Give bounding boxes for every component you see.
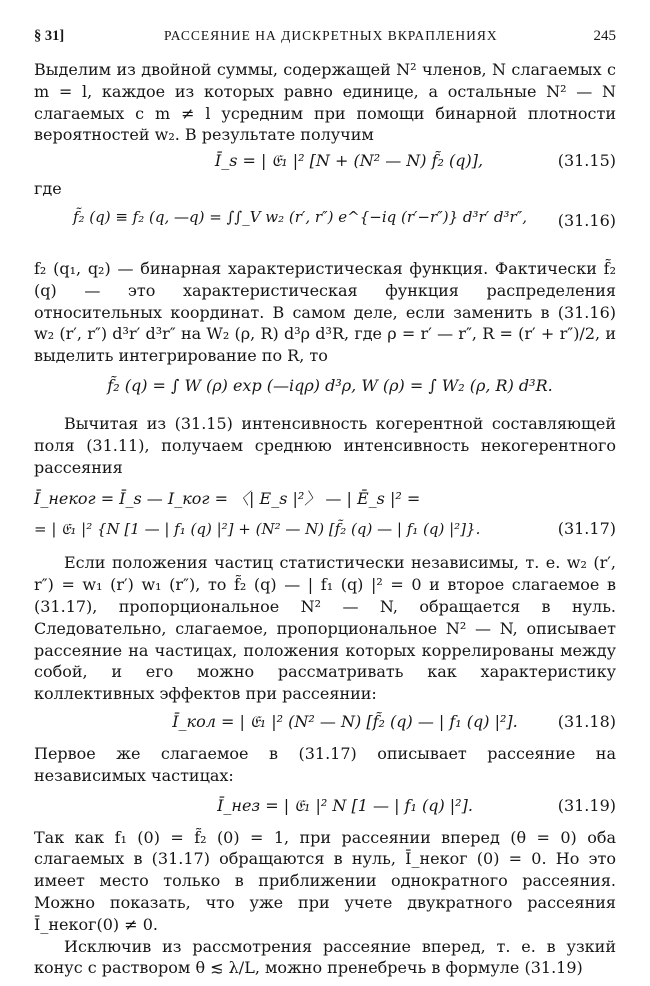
equation-number: (31.15)	[557, 151, 616, 171]
equation-body: f̃₂ (q) ≡ f₂ (q, —q) = ∫∫_V w₂ (r′, r″) e^{−iq (r′−r″)} d³r′ d³r″,	[72, 207, 528, 226]
equation-number: (31.18)	[557, 711, 616, 731]
equation-31-17-line-2	[34, 518, 616, 540]
equation-number: (31.19)	[557, 795, 616, 815]
equation-31-16	[34, 202, 616, 252]
equation-body: Ī_s = | 𝔈₁ |² [N + (N² — N) f̃₂ (q)],	[214, 151, 484, 171]
equation-31-19	[34, 795, 616, 817]
equation-31-15	[34, 150, 616, 172]
paragraph-2: f₂ (q₁, q₂) — бинарная характеристическая функция. Фактически f̃₂ (q) — это характеристическая функция распределения относительных координат. В самом деле, если заменить в (31.16) w₂ (r′, r″) d³r′ d³r″ на W₂ (ρ, R) d³ρ d³R, где ρ = r′ — r″, R = (r′ + r″)/2, и выделить интегрирование по R, то	[34, 258, 616, 366]
paragraph-4: Если положения частиц статистически независимы, т. е. w₂ (r′, r″) = w₁ (r′) w₁ (r″), то f̃₂ (q) — | f₁ (q) |² = 0 и второе слагаемое в (31.17), пропорциональное N² — N, обращается в нуль. Следовательно, слагаемое, пропорциональное N² — N, описывает рассеяние на частицах, положения которых коррелированы между собой, и его можно рассматривать как характеристику коллективных эффектов при рассеянии:	[34, 553, 616, 704]
equation-unnumbered	[34, 375, 616, 405]
running-title: РАССЕЯНИЕ НА ДИСКРЕТНЫХ ВКРАПЛЕНИЯХ	[164, 28, 498, 43]
paragraph-1: Выделим из двойной суммы, содержащей N² членов, N слагаемых с m = l, каждое из которых равно единице, а остальные N² — N слагаемых с m ≠ l усредним при помощи бинарной плотности вероятностей w₂. В результате получим	[34, 60, 616, 145]
paragraph-7: Исключив из рассмотрения рассеяние вперед, т. е. в узкий конус с раствором θ ≲ λ/L, можно пренебречь в формуле (31.19)	[34, 936, 616, 978]
equation-31-18	[34, 711, 616, 733]
equation-body: f̃₂ (q) = ∫ W (ρ) exp (—iqρ) d³ρ, W (ρ) = ∫ W₂ (ρ, R) d³R.	[107, 375, 553, 395]
running-header	[34, 28, 616, 50]
equation-body: Ī_неког = Ī_s — I_ког = 〈| E_s |²〉 — | Ē_s |² =	[34, 489, 421, 509]
equation-body: Ī_нез = | 𝔈₁ |² N [1 — | f₁ (q) |²].	[217, 795, 473, 815]
page-number: 245	[593, 28, 616, 44]
equation-31-17-line-1	[34, 488, 616, 510]
where-word: где	[34, 179, 62, 199]
section-marker: § 31]	[34, 28, 65, 44]
equation-number: (31.16)	[557, 210, 616, 230]
paragraph-3: Вычитая из (31.15) интенсивность когерентной составляющей поля (31.11), получаем среднюю интенсивность некогерентного рассеяния	[34, 413, 616, 477]
paragraph-6: Так как f₁ (0) = f̃₂ (0) = 1, при рассеянии вперед (θ = 0) оба слагаемых в (31.17) обращаются в нуль, Ī_неког (0) = 0. Но это имеет место только в приближении однократного рассеяния. Можно показать, что уже при учете двукратного рассеяния Ī_неког(0) ≠ 0.	[34, 827, 616, 934]
equation-number: (31.17)	[557, 519, 616, 539]
paragraph-5: Первое же слагаемое в (31.17) описывает рассеяние на независимых частицах:	[34, 743, 616, 785]
equation-body: Ī_кол = | 𝔈₁ |² (N² — N) [f̃₂ (q) — | f₁ (q) |²].	[172, 711, 518, 731]
book-page	[34, 28, 616, 979]
equation-body: = | 𝔈₁ |² {N [1 — | f₁ (q) |²] + (N² — N) [f̃₂ (q) — | f₁ (q) |²]}.	[34, 520, 481, 539]
